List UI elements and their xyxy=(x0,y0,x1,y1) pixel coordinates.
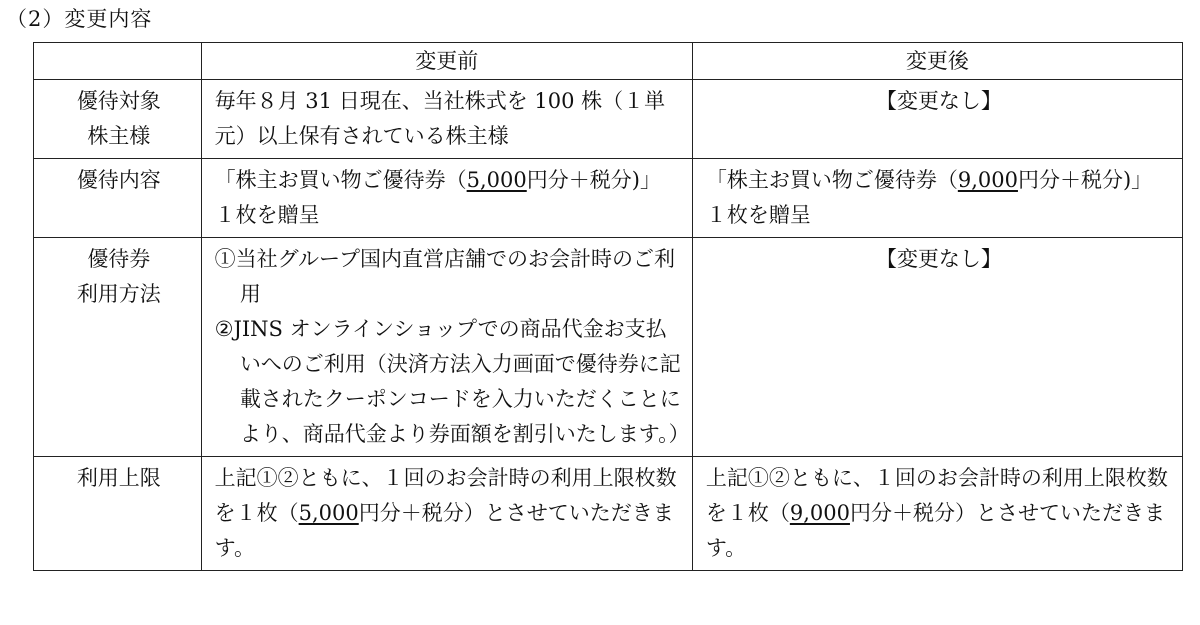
before-cell xyxy=(201,457,692,571)
row-label-line: 優待券 xyxy=(87,247,151,271)
row-label-usage xyxy=(34,238,202,457)
after-text-post: 円分＋税分)」１枚を贈呈 xyxy=(705,168,1153,227)
before-cell: 毎年８月 31 日現在、当社株式を 100 株（１単元）以上保有されている株主様 xyxy=(201,80,692,159)
row-label-eligibility xyxy=(34,80,202,159)
table-row xyxy=(34,159,1183,238)
after-cell xyxy=(692,457,1182,571)
header-before: 変更前 xyxy=(201,43,692,80)
after-cell: 【変更なし】 xyxy=(692,80,1182,159)
change-table xyxy=(33,42,1183,571)
section-title: （2）変更内容 xyxy=(6,7,153,31)
before-text-pre: 上記①②ともに、１回のお会計時の利用上限枚数を１枚（ xyxy=(214,466,677,525)
row-label-line: 利用上限 xyxy=(76,466,161,490)
row-label-line: 優待対象 xyxy=(76,89,161,113)
row-label-line: 優待内容 xyxy=(76,168,161,192)
table-header-row xyxy=(34,43,1183,80)
before-amount: 5,000 xyxy=(298,501,359,525)
after-amount: 9,000 xyxy=(957,168,1018,192)
table-row xyxy=(34,80,1183,159)
after-amount: 9,000 xyxy=(789,501,850,525)
before-cell xyxy=(201,238,692,457)
before-text-post: 円分＋税分）とさせていただきます。 xyxy=(214,501,674,560)
row-label-line: 利用方法 xyxy=(76,282,161,306)
after-cell xyxy=(692,159,1182,238)
usage-item: ①当社グループ国内直営店舗でのお会計時のご利用 xyxy=(214,247,675,306)
row-label-benefit xyxy=(34,159,202,238)
row-label-limit xyxy=(34,457,202,571)
after-cell: 【変更なし】 xyxy=(692,238,1182,457)
usage-item: ②JINS オンラインショップでの商品代金お支払いへのご利用（決済方法入力画面で優待券に記載されたクーポンコードを入力いただくことにより、商品代金より券面額を割引いたします。） xyxy=(214,317,690,446)
after-text-pre: 「株主お買い物ご優待券（ xyxy=(705,168,958,192)
before-text-pre: 「株主お買い物ご優待券（ xyxy=(214,168,467,192)
after-text-pre: 上記①②ともに、１回のお会計時の利用上限枚数を１枚（ xyxy=(705,466,1168,525)
before-cell xyxy=(201,159,692,238)
after-text-post: 円分＋税分）とさせていただきます。 xyxy=(705,501,1165,560)
table-row xyxy=(34,457,1183,571)
before-text-post: 円分＋税分)」１枚を贈呈 xyxy=(214,168,661,227)
before-amount: 5,000 xyxy=(466,168,527,192)
table-row xyxy=(34,238,1183,457)
row-label-line: 株主様 xyxy=(87,124,151,148)
header-after: 変更後 xyxy=(692,43,1182,80)
header-blank-cell xyxy=(34,43,202,80)
